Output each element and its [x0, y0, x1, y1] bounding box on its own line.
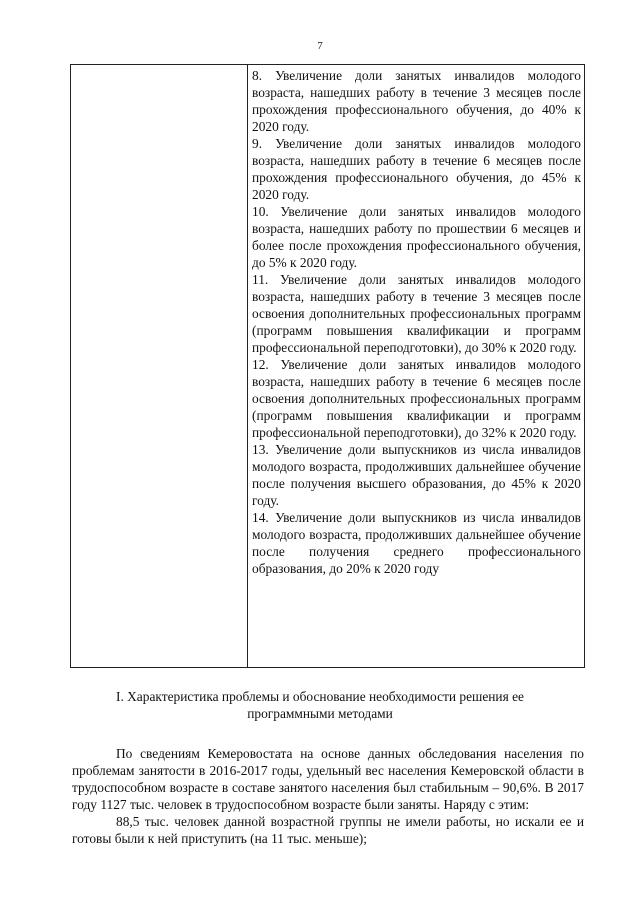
indicator-item-14: 14. Увеличение доли выпускников из числа инвалидов молодого возраста, продолживших дальнейшее обучение после получения среднего профессионального образования, до 20% к 2020 году — [252, 510, 581, 576]
indicator-item-9: 9. Увеличение доли занятых инвалидов молодого возраста, нашедших работу в течение 6 месяцев после прохождения профессионального обучения, до 45% к 2020 году. — [252, 136, 581, 202]
indicators-table — [70, 64, 585, 668]
paragraph: По сведениям Кемеровостата на основе данных обследования населения по проблемам занятости в 2016-2017 годы, удельный вес населения Кемеровской области в трудоспособном возрасте в составе занятого населения был стабильным – 90,6%. В 2017 году 1127 тыс. человек в трудоспособном возрасте были заняты. Наряду с этим: — [72, 746, 584, 812]
body-text — [72, 745, 584, 847]
column-divider — [247, 65, 248, 667]
indicator-item-11: 11. Увеличение доли занятых инвалидов молодого возраста, нашедших работу в течение 3 месяцев после освоения дополнительных профессиональных программ (программ повышения квалификации и программ профессиональной переподготовки), до 30% к 2020 году. — [252, 272, 581, 355]
page-number: 7 — [317, 40, 323, 52]
indicators-cell — [252, 67, 581, 577]
indicator-item-13: 13. Увеличение доли выпускников из числа инвалидов молодого возраста, продолживших дальнейшее обучение после получения высшего образования, до 45% к 2020 году. — [252, 442, 581, 508]
section-heading: I. Характеристика проблемы и обоснование необходимости решения ее программными методами — [115, 689, 524, 721]
indicator-item-12: 12. Увеличение доли занятых инвалидов молодого возраста, нашедших работу в течение 6 месяцев после освоения дополнительных профессиональных программ (программ повышения квалификации и программ профессиональной переподготовки), до 32% к 2020 году. — [252, 357, 581, 440]
paragraph: 88,5 тыс. человек данной возрастной группы не имели работы, но искали ее и готовы были к ней приступить (на 11 тыс. меньше); — [72, 814, 584, 846]
indicator-item-10: 10. Увеличение доли занятых инвалидов молодого возраста, нашедших работу по прошествии 6 месяцев и более после прохождения профессионального обучения, до 5% к 2020 году. — [252, 204, 581, 270]
indicator-item-8: 8. Увеличение доли занятых инвалидов молодого возраста, нашедших работу в течение 3 месяцев после прохождения профессионального обучения, до 40% к 2020 году. — [252, 68, 581, 134]
